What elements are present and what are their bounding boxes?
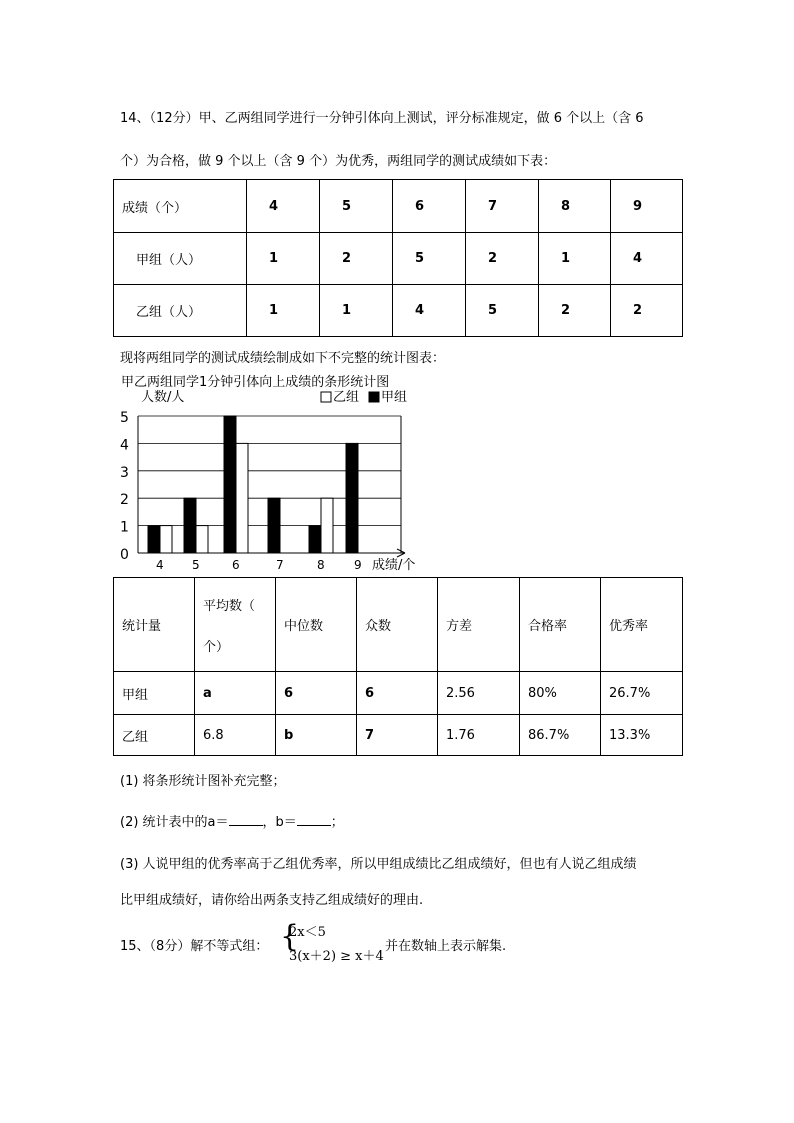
bar-jiazu (148, 526, 160, 553)
sub2-text-a: (2) 统计表中的a＝ (120, 815, 229, 830)
stats-table-header (114, 578, 683, 672)
sub2-text-b: ，b＝ (262, 815, 297, 830)
table-cell: 7 (357, 715, 438, 756)
header-cell: 成绩（个） (114, 180, 247, 233)
table-cell: 4 (393, 285, 466, 337)
bar-yizu (321, 498, 333, 553)
row-label: 甲组 (114, 672, 195, 715)
x-tick-label: 7 (276, 558, 284, 572)
legend-swatch-yizu (321, 392, 331, 402)
header-mean-line2: 个） (203, 639, 230, 655)
header-cell: 4 (247, 180, 320, 233)
table-cell: 13.3% (601, 715, 683, 756)
table-cell: 26.7% (601, 672, 683, 715)
bar-jiazu (184, 498, 196, 553)
y-tick-label: 4 (120, 437, 129, 454)
q15-prefix: 15、（8分）解不等式组： (120, 939, 269, 954)
table-cell: 1 (539, 233, 611, 285)
inequality-1: 2x＜5 (289, 925, 326, 940)
y-tick-label: 3 (120, 464, 129, 481)
x-tick-label: 4 (156, 558, 164, 572)
header-cell-mean (195, 578, 276, 672)
x-axis-arrow (397, 553, 405, 557)
table-cell: 1.76 (438, 715, 520, 756)
bar-jiazu (268, 498, 280, 553)
answer-blank-a[interactable] (229, 813, 263, 826)
y-tick-label: 2 (120, 492, 129, 509)
bar-chart (110, 370, 430, 575)
x-tick-label: 6 (232, 558, 240, 572)
legend-swatch-jiazu (369, 392, 379, 402)
header-cell: 合格率 (520, 578, 601, 672)
x-axis-label: 成绩/个 (372, 558, 416, 573)
row-label: 乙组（人） (114, 285, 247, 337)
inequality-2: 3(x＋2) ≥ x＋4 (289, 949, 384, 964)
chart-intro: 现将两组同学的测试成绩绘制成如下不完整的统计图表： (120, 351, 446, 366)
table-cell: 86.7% (520, 715, 601, 756)
header-cell: 方差 (438, 578, 520, 672)
header-mean-line1: 平均数（ (203, 598, 256, 614)
q14-line2: 个）为合格，做 9 个以上（含 9 个）为优秀，两组同学的测试成绩如下表： (120, 154, 557, 169)
score-table-header (114, 180, 683, 233)
x-tick-label: 9 (354, 558, 362, 572)
table-cell: 6 (276, 672, 357, 715)
sub-question-3-line2: 比甲组成绩好，请你给出两条支持乙组成绩好的理由. (120, 893, 424, 908)
sub-question-3-line1: (3) 人说甲组的优秀率高于乙组优秀率，所以甲组成绩比乙组成绩好，但也有人说乙组成绩 (120, 857, 637, 872)
table-row (114, 715, 683, 756)
q14-line1: 14、（12分）甲、乙两组同学进行一分钟引体向上测试，评分标准规定，做 6 个以上（含 6 (120, 111, 644, 126)
y-tick-label: 1 (120, 519, 129, 536)
table-cell: 1 (320, 285, 393, 337)
table-row (114, 285, 683, 337)
score-table (113, 179, 683, 337)
bar-yizu (196, 526, 208, 553)
table-cell: 1 (247, 233, 320, 285)
bar-jiazu (224, 416, 236, 553)
brace-icon: { (280, 919, 300, 954)
header-cell: 优秀率 (601, 578, 683, 672)
bar-jiazu (309, 526, 321, 553)
bar-jiazu (346, 443, 358, 553)
table-row (114, 672, 683, 715)
table-cell: 80% (520, 672, 601, 715)
sub2-text-c: ； (330, 815, 344, 830)
table-cell: 1 (247, 285, 320, 337)
chart-title: 甲乙两组同学1分钟引体向上成绩的条形统计图 (121, 375, 390, 390)
table-cell: b (276, 715, 357, 756)
header-cell: 7 (466, 180, 539, 233)
bar-yizu (160, 526, 172, 553)
header-cell: 众数 (357, 578, 438, 672)
table-cell: 5 (393, 233, 466, 285)
table-cell: 2 (320, 233, 393, 285)
table-cell: 4 (611, 233, 683, 285)
header-cell: 中位数 (276, 578, 357, 672)
table-cell: 6.8 (195, 715, 276, 756)
row-label: 乙组 (114, 715, 195, 756)
y-tick-label: 5 (120, 410, 129, 426)
header-cell: 5 (320, 180, 393, 233)
header-cell: 8 (539, 180, 611, 233)
header-cell: 统计量 (114, 578, 195, 672)
sub-question-1: (1) 将条形统计图补充完整； (120, 774, 286, 789)
answer-blank-b[interactable] (297, 813, 331, 826)
header-cell: 9 (611, 180, 683, 233)
y-tick-label: 0 (120, 547, 129, 563)
x-tick-label: 8 (317, 558, 325, 572)
x-tick-label: 5 (192, 558, 200, 572)
sub-question-2 (120, 811, 344, 830)
table-cell: 6 (357, 672, 438, 715)
legend-label-yizu: 乙组 (333, 390, 360, 405)
table-cell: 2.56 (438, 672, 520, 715)
table-cell: 2 (466, 233, 539, 285)
table-cell: 2 (539, 285, 611, 337)
table-cell: a (195, 672, 276, 715)
stats-table (113, 577, 683, 756)
table-cell: 5 (466, 285, 539, 337)
row-label: 甲组（人） (114, 233, 247, 285)
table-row (114, 233, 683, 285)
y-axis-label: 人数/人 (141, 390, 185, 405)
table-cell: 2 (611, 285, 683, 337)
legend-label-jiazu: 甲组 (381, 390, 408, 405)
header-cell: 6 (393, 180, 466, 233)
q15-suffix: 并在数轴上表示解集. (385, 939, 507, 954)
bar-yizu (236, 443, 248, 553)
